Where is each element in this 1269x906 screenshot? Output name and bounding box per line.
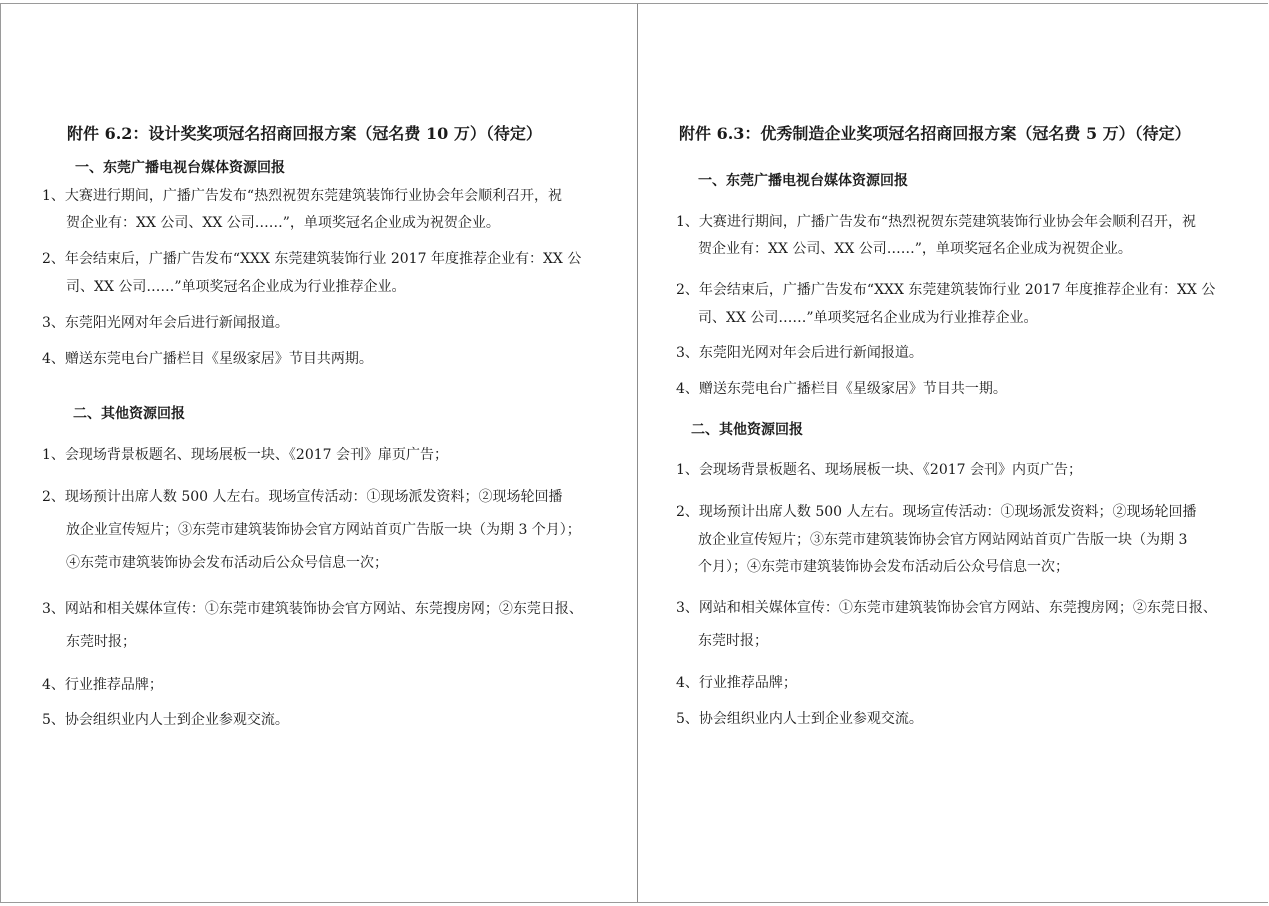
list-item: 司、XX 公司……”单项奖冠名企业成为行业推荐企业。 (698, 310, 1038, 326)
list-item: 2、现场预计出席人数 500 人左右。现场宣传活动：①现场派发资料；②现场轮回播 (676, 504, 1197, 520)
list-item: 司、XX 公司……”单项奖冠名企业成为行业推荐企业。 (66, 279, 406, 295)
list-item: 个月）；④东莞市建筑装饰协会发布活动后公众号信息一次； (698, 559, 1069, 575)
list-item: 1、大赛进行期间，广播广告发布“热烈祝贺东莞建筑装饰行业协会年会顺利召开，祝 (42, 188, 563, 204)
list-item: 放企业宣传短片；③东莞市建筑装饰协会官方网站网站首页广告版一块（为期 3 (698, 532, 1188, 548)
list-item: 贺企业有：XX 公司、XX 公司……”，单项奖冠名企业成为祝贺企业。 (698, 241, 1132, 257)
list-item: 2、年会结束后，广播广告发布“XXX 东莞建筑装饰行业 2017 年度推荐企业有：XX 公 (676, 282, 1216, 298)
list-item: 4、赠送东莞电台广播栏目《星级家居》节目共两期。 (42, 351, 373, 367)
list-item: 东莞时报； (66, 634, 136, 650)
list-item: 1、会现场背景板题名、现场展板一块、《2017 会刊》扉页广告； (42, 447, 448, 463)
section-heading: 一、东莞广播电视台媒体资源回报 (75, 160, 285, 176)
list-item: 1、大赛进行期间，广播广告发布“热烈祝贺东莞建筑装饰行业协会年会顺利召开，祝 (676, 214, 1197, 230)
page-title: 附件 6.3：优秀制造企业奖项冠名招商回报方案（冠名费 5 万）（待定） (679, 124, 1191, 143)
list-item: 贺企业有：XX 公司、XX 公司……”，单项奖冠名企业成为祝贺企业。 (66, 215, 500, 231)
list-item: 5、协会组织业内人士到企业参观交流。 (42, 712, 289, 728)
list-item: 4、行业推荐品牌； (676, 675, 797, 691)
section-heading: 二、其他资源回报 (73, 406, 185, 422)
section-heading: 一、东莞广播电视台媒体资源回报 (698, 173, 908, 189)
page-divider (637, 4, 638, 902)
list-item: 3、东莞阳光网对年会后进行新闻报道。 (676, 345, 923, 361)
list-item: 3、东莞阳光网对年会后进行新闻报道。 (42, 315, 289, 331)
list-item: 2、现场预计出席人数 500 人左右。现场宣传活动：①现场派发资料；②现场轮回播 (42, 489, 563, 505)
list-item: 1、会现场背景板题名、现场展板一块、《2017 会刊》内页广告； (676, 462, 1082, 478)
list-item: 东莞时报； (698, 633, 768, 649)
list-item: 4、赠送东莞电台广播栏目《星级家居》节目共一期。 (676, 381, 1007, 397)
section-heading: 二、其他资源回报 (691, 422, 803, 438)
page-title: 附件 6.2：设计奖奖项冠名招商回报方案（冠名费 10 万）（待定） (67, 124, 542, 143)
list-item: 2、年会结束后，广播广告发布“XXX 东莞建筑装饰行业 2017 年度推荐企业有：XX 公 (42, 251, 582, 267)
list-item: ④东莞市建筑装饰协会发布活动后公众号信息一次； (66, 555, 388, 571)
list-item: 4、行业推荐品牌； (42, 677, 163, 693)
list-item: 5、协会组织业内人士到企业参观交流。 (676, 711, 923, 727)
list-item: 3、网站和相关媒体宣传：①东莞市建筑装饰协会官方网站、东莞搜房网；②东莞日报、 (676, 600, 1217, 616)
list-item: 3、网站和相关媒体宣传：①东莞市建筑装饰协会官方网站、东莞搜房网；②东莞日报、 (42, 601, 583, 617)
list-item: 放企业宣传短片；③东莞市建筑装饰协会官方网站首页广告版一块（为期 3 个月）； (66, 522, 581, 538)
